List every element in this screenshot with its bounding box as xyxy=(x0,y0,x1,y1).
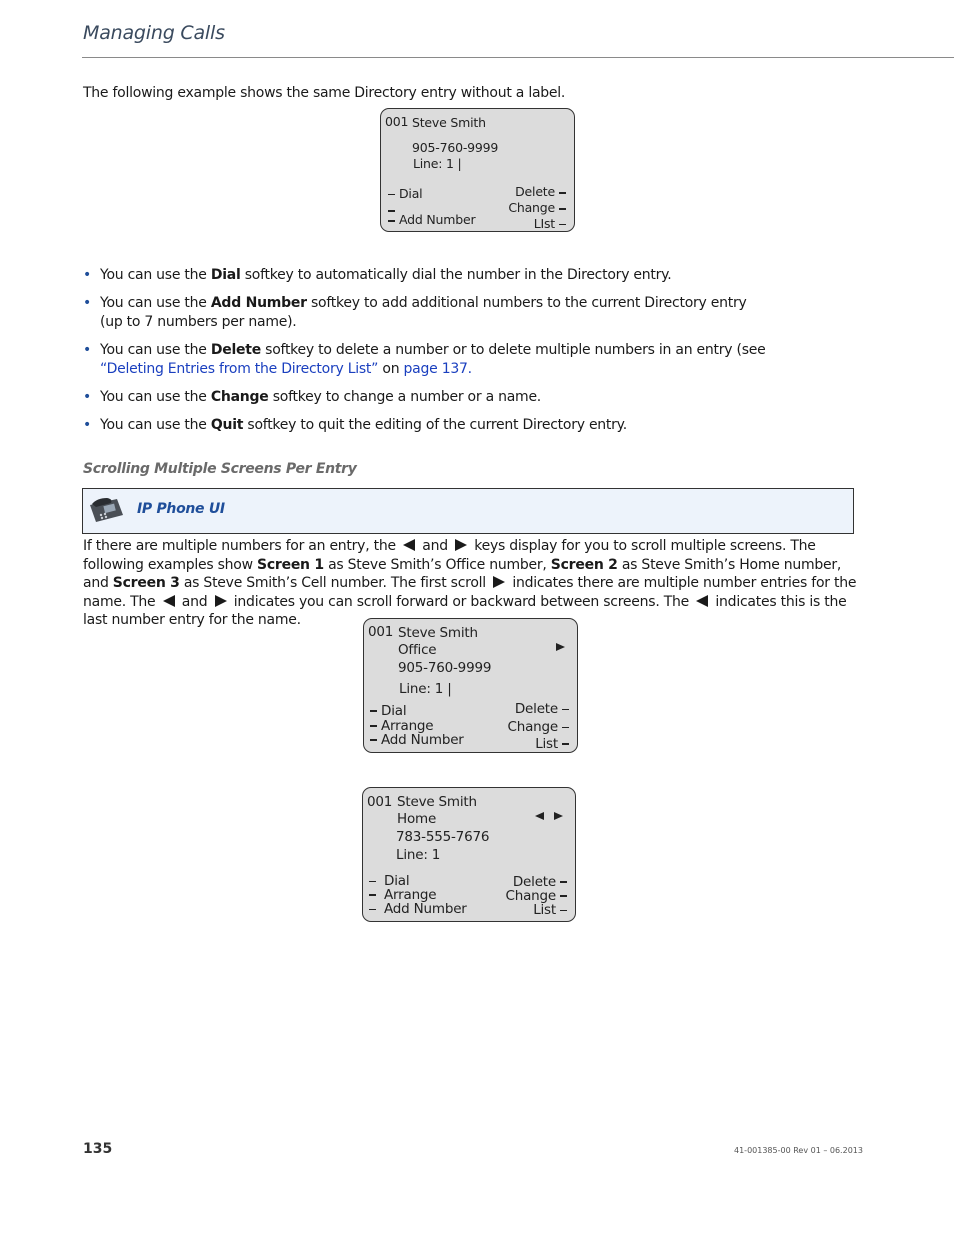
cross-reference-link[interactable]: “Deleting Entries from the Directory List” xyxy=(100,360,379,377)
softkey-dash xyxy=(369,909,376,910)
softkey-dash xyxy=(562,743,569,745)
page-reference-link[interactable]: page 137 xyxy=(403,360,468,377)
softkey-dash xyxy=(388,194,395,195)
softkey-delete: Delete xyxy=(515,701,573,717)
phone-screen-no-label xyxy=(380,108,575,232)
list-item: • You can use the Dial softkey to automatically dial the number in the Directory entry. xyxy=(83,267,672,283)
desk-phone-icon xyxy=(87,495,125,525)
scroll-explanation-paragraph: If there are multiple numbers for an entry, the and keys display for you to scroll multiple screens. The following examples show Screen 1 as Steve Smith’s Office number, Screen 2 as Steve Smith’s Home number, and Screen 3 as Steve Smith’s Cell number. The first scroll indicates there are multiple number entries for the name. The and indicates you can scroll forward or backward between screens. The indicates this is the last number entry for the name. xyxy=(83,538,857,628)
entry-line: Line: 1 | xyxy=(399,681,452,697)
softkey-list: List xyxy=(535,736,573,752)
phone-screen-office xyxy=(363,618,578,753)
right-arrow-icon xyxy=(493,576,505,588)
softkey-add-number: Add Number xyxy=(365,901,467,917)
softkey-dial: Dial xyxy=(366,703,406,719)
right-arrow-icon xyxy=(455,539,467,551)
entry-index: 001 xyxy=(367,794,393,810)
entry-number: 905-760-9999 xyxy=(398,660,492,676)
entry-index: 001 xyxy=(368,624,394,640)
softkey-dash xyxy=(370,710,377,712)
entry-name: Steve Smith xyxy=(397,794,477,810)
softkey-dash xyxy=(370,739,377,741)
entry-number: 905-760-9999 xyxy=(412,140,499,155)
ip-phone-ui-label: IP Phone UI xyxy=(137,501,225,517)
list-item: • You can use the Delete softkey to delete a number or to delete multiple numbers in an entry (see “Deleting Entries from the Directory List” on page 137. xyxy=(83,342,766,377)
softkey-add-number: Add Number xyxy=(384,212,475,227)
left-arrow-icon xyxy=(535,812,544,820)
entry-index: 001 xyxy=(385,114,409,129)
softkey-dash xyxy=(559,192,566,194)
entry-label: Home xyxy=(397,811,437,827)
softkey-dash xyxy=(369,894,376,896)
softkey-arrange: Arrange xyxy=(366,718,433,734)
softkey-dial: Dial xyxy=(384,186,422,201)
softkey-dial: Dial xyxy=(365,873,409,889)
entry-line: Line: 1 xyxy=(396,847,441,863)
left-arrow-icon xyxy=(696,595,708,607)
right-arrow-icon xyxy=(215,595,227,607)
softkey-dash xyxy=(370,725,377,727)
softkey-list: LIst xyxy=(534,216,570,231)
softkey-dash xyxy=(562,709,569,710)
softkey-dash xyxy=(562,727,569,728)
phone-screen-home xyxy=(362,787,576,922)
list-item: • You can use the Add Number softkey to add additional numbers to the current Directory entry (up to 7 numbers per name). xyxy=(83,295,747,330)
softkey-arrange: Arrange xyxy=(365,887,436,903)
intro-paragraph: The following example shows the same Directory entry without a label. xyxy=(83,85,566,101)
entry-label: Office xyxy=(398,642,437,658)
section-subheading: Scrolling Multiple Screens Per Entry xyxy=(83,461,357,477)
entry-name: Steve Smith xyxy=(412,115,486,130)
left-arrow-icon xyxy=(163,595,175,607)
softkey-add-number: Add Number xyxy=(366,732,464,748)
header-divider xyxy=(82,57,954,58)
list-item: • You can use the Quit softkey to quit the editing of the current Directory entry. xyxy=(83,417,627,434)
softkey-change: Change xyxy=(508,200,570,215)
right-arrow-icon xyxy=(556,643,565,651)
entry-number: 783-555-7676 xyxy=(396,829,490,845)
softkey-dash xyxy=(560,881,567,883)
softkey-dash xyxy=(560,910,567,911)
softkey-bullet-list xyxy=(83,266,773,444)
softkey-change: Change xyxy=(508,719,574,735)
entry-line: Line: 1 | xyxy=(413,156,462,171)
page-header-title: Managing Calls xyxy=(83,22,225,44)
softkey-list: List xyxy=(533,902,571,918)
page-number: 135 xyxy=(83,1141,113,1157)
softkey-dash xyxy=(559,224,566,225)
softkey-delete: Delete xyxy=(515,184,570,199)
entry-name: Steve Smith xyxy=(398,625,478,641)
softkey-dash xyxy=(559,208,566,210)
right-arrow-icon xyxy=(554,812,563,820)
softkey-delete: Delete xyxy=(513,874,571,890)
list-item: • You can use the Change softkey to change a number or a name. xyxy=(83,388,542,405)
softkey-dash xyxy=(388,220,395,222)
left-arrow-icon xyxy=(403,539,415,551)
softkey-change: Change xyxy=(506,888,572,904)
document-id: 41-001385-00 Rev 01 – 06.2013 xyxy=(734,1146,863,1155)
softkey-dash xyxy=(369,881,376,882)
softkey-dash xyxy=(560,895,567,897)
